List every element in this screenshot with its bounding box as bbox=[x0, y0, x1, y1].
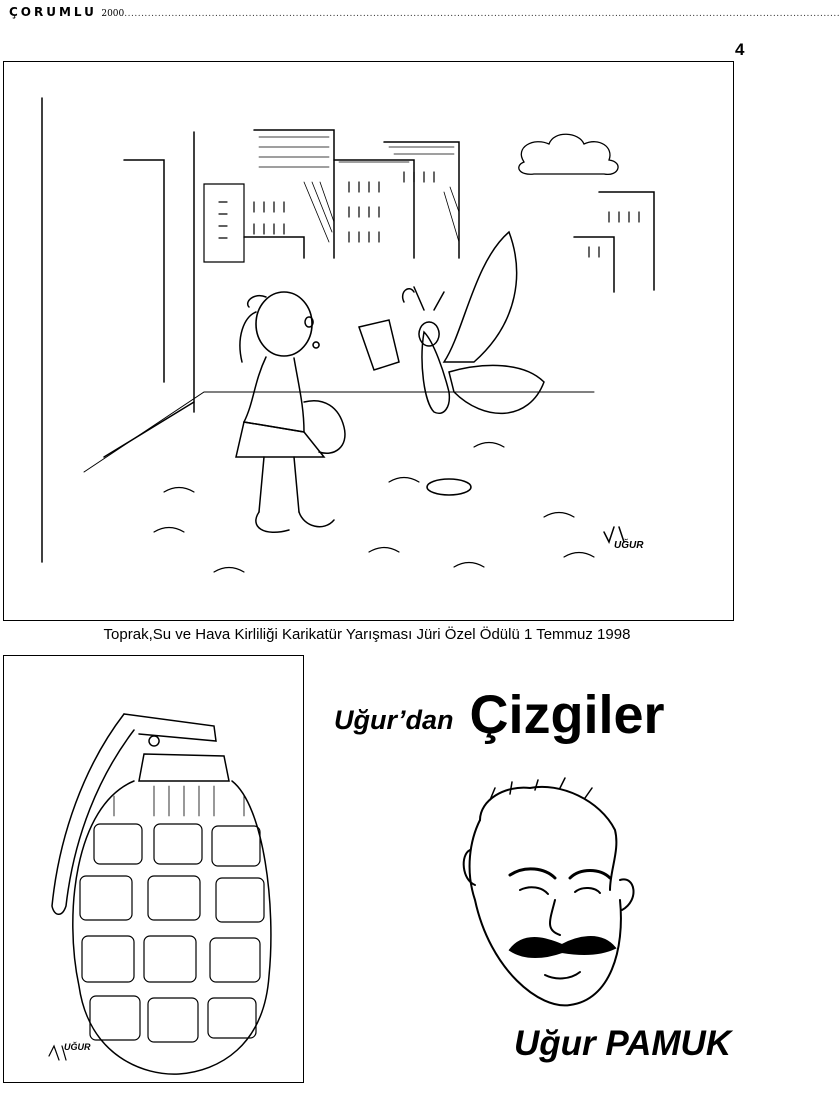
cartoon-signature: UĞUR bbox=[614, 540, 644, 551]
header-dot-leader: ..................................................................................................................................................................................................................... bbox=[124, 9, 840, 19]
column-title-big: Çizgiler bbox=[469, 685, 665, 745]
cartoon-grenade-frame bbox=[3, 655, 304, 1083]
author-name: Uğur PAMUK bbox=[514, 1024, 732, 1063]
column-title-small: Uğur’dan bbox=[334, 705, 454, 735]
magazine-name: ÇORUMLU bbox=[9, 5, 97, 19]
issue-year: 2000 bbox=[101, 9, 125, 19]
column-title bbox=[334, 684, 665, 746]
page-header bbox=[9, 3, 840, 19]
cartoon-signature: UĞUR bbox=[64, 1042, 91, 1052]
cartoon-grenade-drawing bbox=[4, 656, 303, 1082]
page-number: 4 bbox=[735, 40, 745, 59]
cartoon-pollution-drawing bbox=[4, 62, 733, 620]
cartoon-caption: Toprak,Su ve Hava Kirliliği Karikatür Yarışması Jüri Özel Ödülü 1 Temmuz 1998 bbox=[103, 626, 631, 643]
cartoon-pollution-frame bbox=[3, 61, 734, 621]
author-caricature-drawing bbox=[450, 780, 650, 1020]
author-caricature bbox=[450, 780, 650, 1020]
